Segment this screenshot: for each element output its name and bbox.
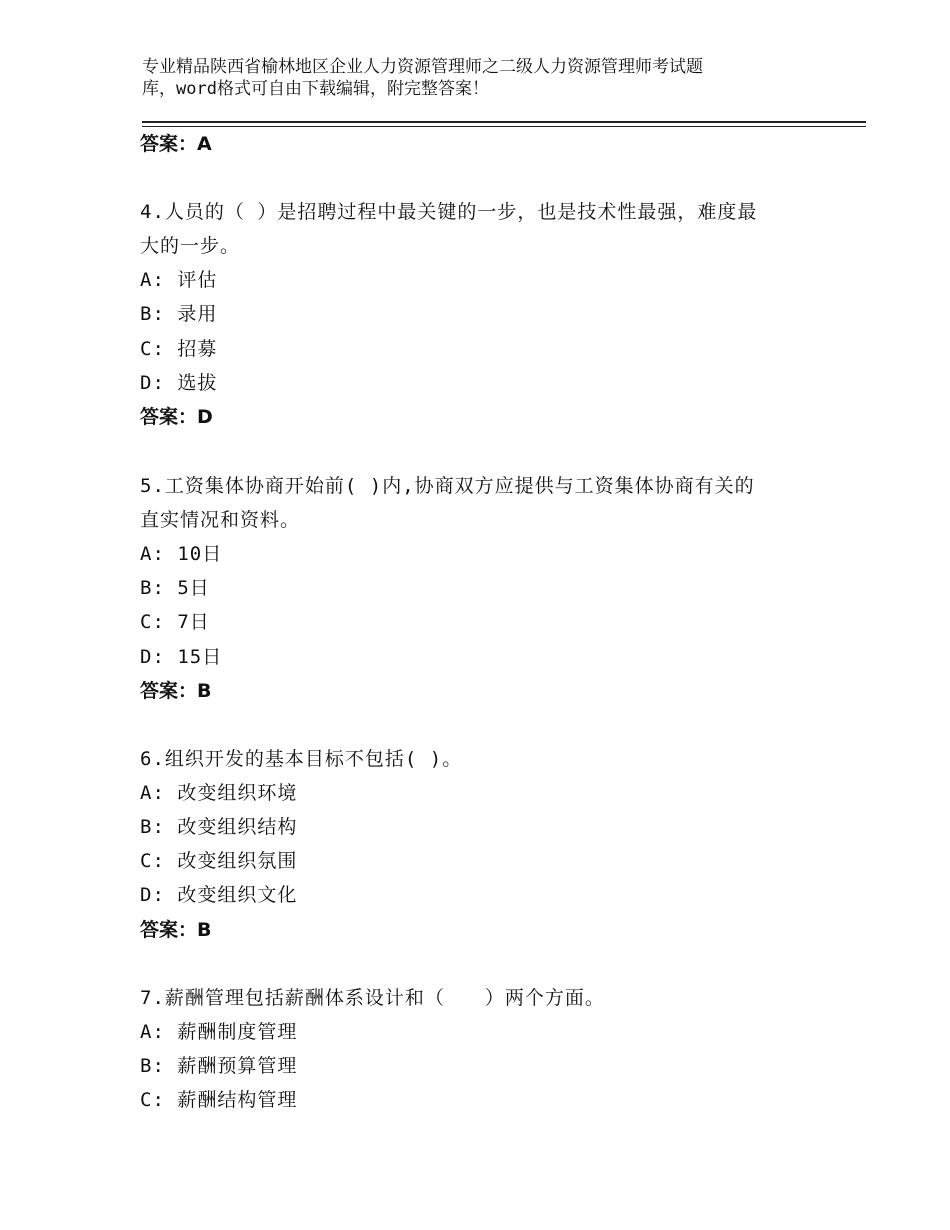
question-5-option-d: D: 15日 xyxy=(140,646,223,668)
question-4-option-b: B: 录用 xyxy=(140,303,218,325)
header-rule-thin xyxy=(142,126,866,127)
question-4-option-c: C: 招募 xyxy=(140,338,218,360)
question-5-option-b: B: 5日 xyxy=(140,577,210,599)
question-4-stem-line-2: 大的一步。 xyxy=(140,235,241,257)
question-7-stem-line-1: 7.薪酬管理包括薪酬体系设计和（ ）两个方面。 xyxy=(140,987,605,1009)
question-6-answer: 答案：B xyxy=(140,919,212,941)
question-5-option-c: C: 7日 xyxy=(140,611,210,633)
question-5-stem-line-2: 直实情况和资料。 xyxy=(140,509,301,531)
question-7-option-b: B: 薪酬预算管理 xyxy=(140,1055,298,1077)
question-6-option-d: D: 改变组织文化 xyxy=(140,884,298,906)
question-6-option-b: B: 改变组织结构 xyxy=(140,816,298,838)
question-4-answer: 答案：D xyxy=(140,406,213,428)
question-4-option-a: A: 评估 xyxy=(140,269,218,291)
question-5-answer: 答案：B xyxy=(140,680,212,702)
header-rule-thick xyxy=(142,121,866,123)
document-header xyxy=(142,56,862,100)
question-7-option-a: A: 薪酬制度管理 xyxy=(140,1021,298,1043)
question-4-stem-line-1: 4.人员的（ ）是招聘过程中最关键的一步，也是技术性最强，难度最 xyxy=(140,201,758,223)
question-7-option-c: C: 薪酬结构管理 xyxy=(140,1089,298,1111)
header-line-2: 库，word格式可自由下载编辑，附完整答案！ xyxy=(142,79,489,99)
question-5-option-a: A: 10日 xyxy=(140,543,223,565)
question-5-stem-line-1: 5.工资集体协商开始前( )内,协商双方应提供与工资集体协商有关的 xyxy=(140,475,755,497)
previous-answer: 答案：A xyxy=(140,133,212,155)
question-6-option-c: C: 改变组织氛围 xyxy=(140,850,298,872)
question-6-option-a: A: 改变组织环境 xyxy=(140,782,298,804)
question-4-option-d: D: 选拔 xyxy=(140,372,218,394)
question-6-stem-line-1: 6.组织开发的基本目标不包括( )。 xyxy=(140,748,463,770)
header-line-1: 专业精品陕西省榆林地区企业人力资源管理师之二级人力资源管理师考试题 xyxy=(142,57,703,77)
